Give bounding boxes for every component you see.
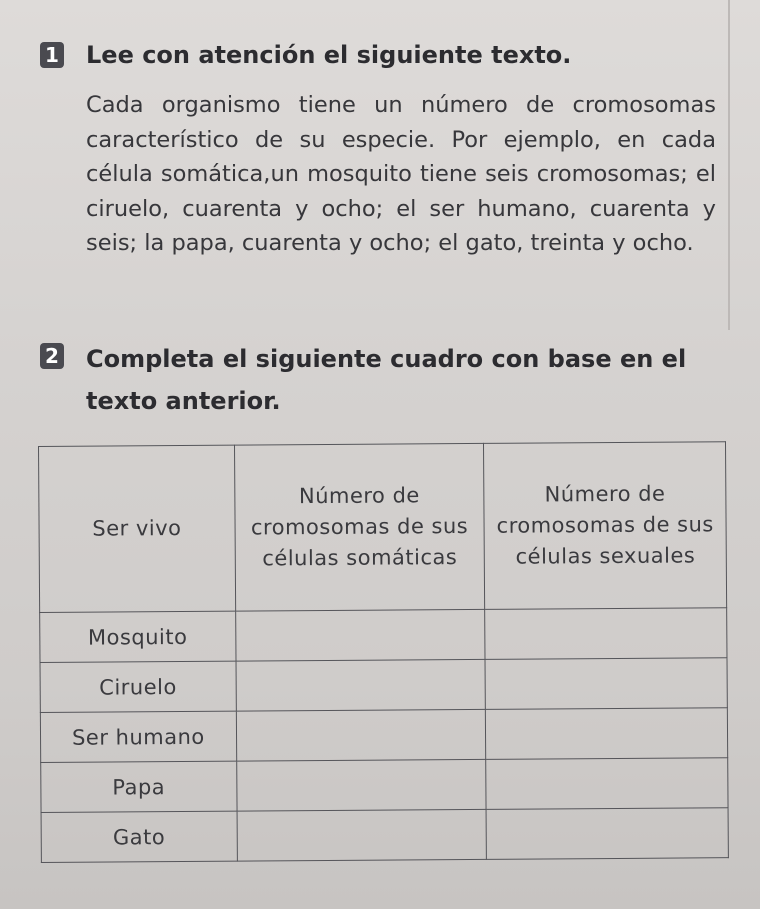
reading-text: Cada organismo tiene un número de cromosomas característico de su especie. Por ejemplo, en cada célula somática,un mosquito tiene seis cromosomas; el ciruelo, cuarenta y ocho; el ser humano, cuarenta y seis; la papa, cuarenta y ocho; el gato, treinta y ocho. xyxy=(86,92,716,256)
sexual-count-cell[interactable] xyxy=(486,758,728,810)
somatic-count-cell[interactable] xyxy=(236,759,486,811)
header-sexual-cells: Número de cromosomas de sus células sexuales xyxy=(484,442,727,610)
somatic-count-cell[interactable] xyxy=(235,609,485,661)
organism-name: Ciruelo xyxy=(40,661,236,712)
somatic-count-cell[interactable] xyxy=(236,709,486,761)
page-fold-line xyxy=(728,0,730,330)
organism-name: Gato xyxy=(41,811,237,862)
header-ser-vivo: Ser vivo xyxy=(39,445,236,612)
table-header-row xyxy=(39,442,727,613)
activity-2-instruction: Completa el siguiente cuadro con base en el texto anterior. xyxy=(86,345,687,415)
sexual-count-cell[interactable] xyxy=(485,658,727,710)
table-row xyxy=(41,808,728,863)
table-row xyxy=(40,658,727,713)
organism-name: Mosquito xyxy=(40,611,236,662)
table-row xyxy=(40,708,727,763)
table-row xyxy=(40,608,727,663)
activity-1-number: 1 xyxy=(40,42,64,68)
table-row xyxy=(41,758,728,813)
sexual-count-cell[interactable] xyxy=(486,808,728,860)
activity-2-number: 2 xyxy=(40,343,64,369)
header-somatic-cells: Número de cromosomas de sus células somáticas xyxy=(234,443,485,611)
chromosome-table xyxy=(38,441,729,863)
sexual-count-cell[interactable] xyxy=(486,708,728,760)
sexual-count-cell[interactable] xyxy=(485,608,727,660)
organism-name: Ser humano xyxy=(40,711,236,762)
organism-name: Papa xyxy=(41,761,237,812)
somatic-count-cell[interactable] xyxy=(236,659,486,711)
activity-1-instruction: Lee con atención el siguiente texto. xyxy=(86,41,572,69)
somatic-count-cell[interactable] xyxy=(237,809,487,861)
